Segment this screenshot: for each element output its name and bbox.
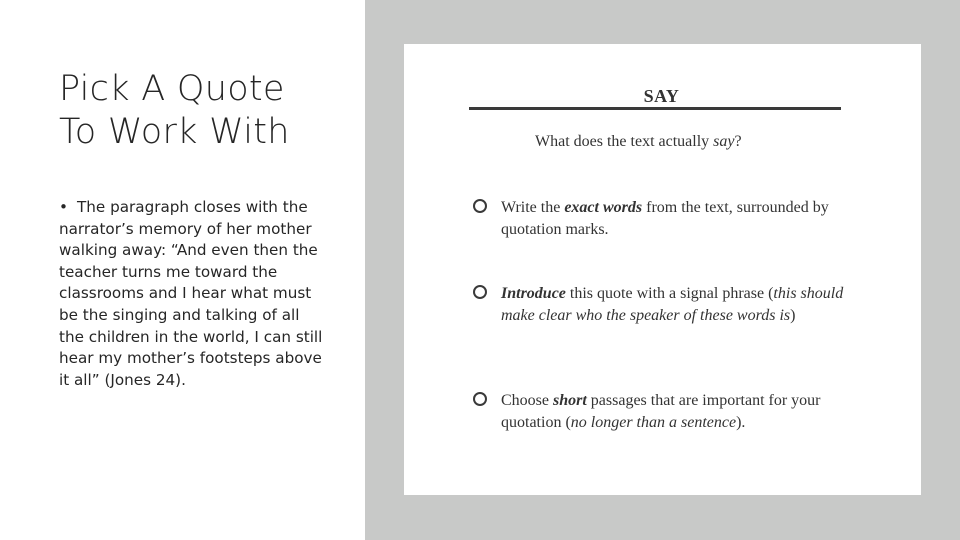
card-item-text-run: Write the	[501, 199, 565, 216]
bullet-paragraph	[59, 197, 329, 391]
card-question-emphasis: say	[713, 133, 735, 150]
card-question	[535, 133, 742, 151]
slide-title	[59, 68, 349, 154]
card-item-text-run: )	[790, 307, 796, 324]
card-question-prefix: What does the text actually	[535, 133, 714, 150]
card-item-text-run: Choose	[501, 392, 553, 409]
slide-title-line-1: Pick A Quote	[59, 69, 285, 109]
circle-bullet-icon	[473, 285, 487, 299]
card-item-text	[501, 283, 853, 327]
card-item-text-run: short	[553, 392, 587, 409]
card-item-text-run: this should make clear who the speaker of these words is	[501, 285, 844, 324]
card-divider	[469, 107, 841, 110]
say-card-image	[404, 44, 921, 495]
card-item-text-run: ).	[736, 414, 746, 431]
card-item-text-run: exact words	[564, 199, 643, 216]
card-item-text-run: from the text, surrounded by quotation marks.	[501, 199, 829, 238]
card-item-text-run: passages that are important for your quotation (	[501, 392, 821, 431]
card-item-text-run: no longer than a sentence	[570, 414, 737, 431]
bullet-dot-icon: •	[59, 198, 68, 216]
card-item-text	[501, 390, 853, 434]
card-heading: SAY	[643, 86, 680, 106]
slide-title-line-2: To Work With	[59, 112, 290, 152]
circle-bullet-icon	[473, 392, 487, 406]
card-question-suffix: ?	[734, 133, 742, 150]
circle-bullet-icon	[473, 199, 487, 213]
bullet-text: The paragraph closes with the narrator’s memory of her mother walking away: “And even then the teacher turns me toward the classrooms and I hear what must be the singing and talking of all the children in the world, I can still hear my mother’s footsteps above it all” (Jones 24).	[59, 198, 323, 389]
left-panel	[0, 0, 365, 540]
card-item-text-run: this quote with a signal phrase (	[565, 285, 774, 302]
card-item-text	[501, 197, 853, 241]
card-item-text-run: Introduce	[501, 285, 566, 302]
